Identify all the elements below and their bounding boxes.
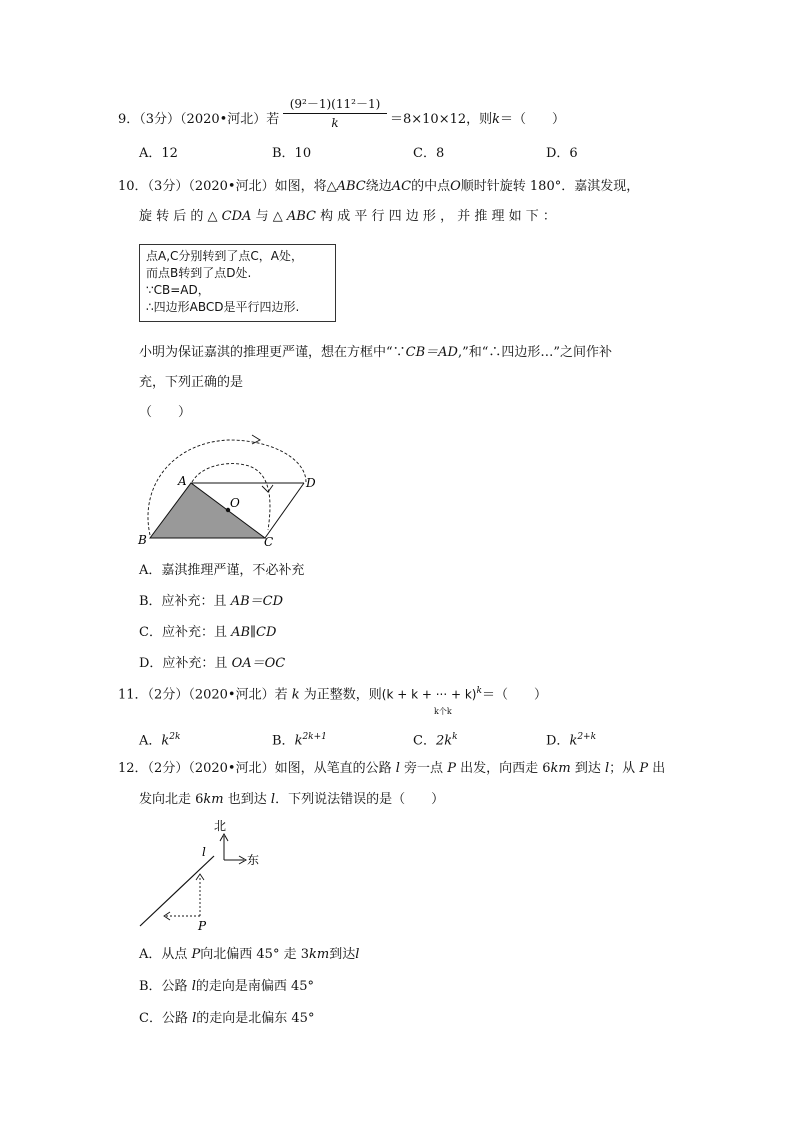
q11-var: k xyxy=(291,687,300,703)
q10-l1-a: 10．（3分）（2020•河北）如图，将△ xyxy=(118,179,337,194)
q12-opt-b-a: B．公路 xyxy=(139,979,192,994)
q10-l1-o: O xyxy=(450,179,461,194)
q10-t1-a: 小明为保证嘉淇的推理更严谨，想在方框中“∵ xyxy=(139,345,406,360)
q10-t1-eq: CB＝AD xyxy=(405,345,458,360)
q12-l1-a: 12．（2分）（2020•河北）如图，从笔直的公路 xyxy=(118,761,392,776)
q11-option-c xyxy=(413,728,458,750)
q12-opt-c-b: 的走向是北偏东 45° xyxy=(196,1011,315,1026)
q11-exp: k xyxy=(476,686,482,696)
q12-opt-a-v3: l xyxy=(355,947,360,962)
q10-option-c xyxy=(139,624,276,642)
q11-opt-c-base: 2k xyxy=(435,733,453,749)
q10-l2-abc: ABC xyxy=(286,209,316,224)
q12-l1-l: l xyxy=(395,761,400,776)
q9-var: k xyxy=(492,112,501,127)
q11-end: ＝（ ） xyxy=(481,687,547,703)
q11-opt-d-base: k xyxy=(569,733,578,749)
label-a: A xyxy=(178,474,187,488)
box-line-1: 点A,C分别转到了点C，A处， xyxy=(146,249,303,263)
q9-fraction xyxy=(283,97,387,130)
q12-l1-e: ；从 xyxy=(609,761,636,776)
q12-stem-line2 xyxy=(139,791,444,809)
q9-denominator: k xyxy=(331,116,339,130)
q10-l2-c: 构 成 平 行 四 边 形 ， 并 推 理 如 下 ： xyxy=(320,209,556,224)
q10-opt-c-math: AB∥CD xyxy=(231,625,277,640)
q12-opt-b-v1: l xyxy=(191,979,196,994)
q11-opt-c-exp: k xyxy=(452,732,458,742)
q12-stem-line1 xyxy=(118,760,665,778)
q11-opt-b-label: B． xyxy=(272,733,295,749)
q9-suffix-eq: ＝8×10×12，则 xyxy=(390,112,493,127)
q10-stem-line1 xyxy=(118,178,639,196)
label-p: P xyxy=(198,919,207,933)
q10-stem-line2 xyxy=(139,208,556,226)
reasoning-box xyxy=(139,244,336,322)
q12-l1-p: P xyxy=(447,761,456,776)
segment-dc xyxy=(265,483,304,538)
q10-opt-c-text: C．应补充：且 xyxy=(139,625,232,640)
q10-text-line1 xyxy=(139,344,612,362)
q11-opt-b-base: k xyxy=(294,733,303,749)
q12-opt-c-v1: l xyxy=(192,1011,197,1026)
label-c: C xyxy=(264,535,274,549)
q10-opt-d-math: OA＝OC xyxy=(231,656,286,671)
q11-expr: (k + k + ··· + k) xyxy=(381,687,477,702)
label-north: 北 xyxy=(214,819,227,833)
q10-opt-a-text: A．嘉淇推理严谨，不必补充 xyxy=(139,563,305,578)
q12-l1-km: km xyxy=(550,761,571,776)
q11-opt-b-exp: 2k+1 xyxy=(302,732,327,742)
q9-stem-end xyxy=(390,111,565,129)
q10-option-d xyxy=(139,655,285,673)
q10-l2-a: 旋 转 后 的 △ xyxy=(139,209,218,224)
label-l: l xyxy=(202,845,206,859)
q9-suffix-end: ＝（ ） xyxy=(500,112,566,127)
q9-option-c: C．8 xyxy=(413,146,445,161)
q11-option-d xyxy=(546,728,596,750)
q10-l1-b: 绕边 xyxy=(365,179,392,194)
q12-opt-a-v2: km xyxy=(309,947,330,962)
q10-answer-paren: （ ） xyxy=(139,405,192,420)
q12-l2-c: ．下列说法错误的是（ ） xyxy=(275,792,445,807)
q11-option-b xyxy=(272,728,327,750)
q10-text-line2: 充，下列正确的是 xyxy=(139,375,244,390)
q11-prefix: 11．（2分）（2020•河北）若 xyxy=(118,687,288,703)
q9-option-d: D．6 xyxy=(546,146,578,161)
q11-stem xyxy=(118,682,547,704)
triangle-abc-shaded xyxy=(150,483,265,538)
q12-opt-a-a: A．从点 xyxy=(139,947,192,962)
q10-opt-b-text: B．应补充：且 xyxy=(139,594,231,609)
q12-l2-l: l xyxy=(270,792,276,807)
q9-stem xyxy=(118,111,279,129)
q12-option-b xyxy=(139,978,314,996)
q9-prefix: 9．（3分）（2020•河北）若 xyxy=(118,112,280,127)
q12-opt-a-c: 到达 xyxy=(329,947,356,962)
label-east: 东 xyxy=(247,853,260,867)
q10-opt-b-math: AB＝CD xyxy=(230,594,283,609)
q12-opt-a-b: 向北偏西 45° 走 3 xyxy=(200,947,309,962)
q11-opt-d-exp: 2+k xyxy=(577,732,597,742)
q10-l1-abc: ABC xyxy=(336,179,366,194)
q10-l1-d: 顺时针旋转 180°．嘉淇发现， xyxy=(460,179,640,194)
q12-l2-b: 也到达 xyxy=(227,792,267,807)
q11-mid: 为正整数，则 xyxy=(303,687,382,703)
q10-l1-ac: AC xyxy=(391,179,412,194)
q10-option-a xyxy=(139,562,304,580)
q12-opt-a-v1: P xyxy=(191,947,201,962)
q9-fraction-bar xyxy=(283,113,387,114)
q9-numerator: (9²－1)(11²－1) xyxy=(289,97,381,111)
q12-opt-c-a: C．公路 xyxy=(139,1011,193,1026)
q9-option-b: B．10 xyxy=(272,146,312,161)
q12-l1-c: 出发，向西走 6 xyxy=(460,761,551,776)
q12-option-c xyxy=(139,1010,314,1028)
q11-option-a xyxy=(139,728,180,750)
box-line-3: ∵CB=AD， xyxy=(146,283,210,297)
box-line-4: ∴四边形ABCD是平行四边形. xyxy=(146,300,300,314)
q10-opt-d-text: D．应补充：且 xyxy=(139,656,232,671)
q11-opt-a-base: k xyxy=(161,733,170,749)
q11-opt-a-label: A． xyxy=(139,733,162,749)
q12-l2-km: km xyxy=(203,792,224,807)
parallelogram-figure xyxy=(134,430,334,550)
q12-l1-b: 旁一点 xyxy=(404,761,444,776)
q10-l2-cda: CDA xyxy=(221,209,252,224)
q10-l2-b: 与 △ xyxy=(255,209,283,224)
q12-opt-b-b: 的走向是南偏西 45° xyxy=(195,979,315,994)
road-direction-figure xyxy=(134,814,274,934)
q12-l1-l2: l xyxy=(605,761,610,776)
q10-t1-b: ,”和“∴四边形…”之间作补 xyxy=(457,345,613,360)
q12-option-a xyxy=(139,946,359,964)
q11-underbrace-label: k个k xyxy=(434,707,452,716)
q11-opt-d-label: D． xyxy=(546,733,570,749)
box-line-2: 而点B转到了点D处. xyxy=(146,266,252,280)
label-b: B xyxy=(138,533,147,547)
outer-arc-arrow xyxy=(252,435,260,444)
q11-opt-c-label: C． xyxy=(413,733,436,749)
q12-l1-p2: P xyxy=(639,761,649,776)
q12-l2-a: 发向北走 6 xyxy=(139,792,204,807)
q11-opt-a-exp: 2k xyxy=(169,732,181,742)
label-o: O xyxy=(230,496,240,510)
q9-option-a: A．12 xyxy=(139,146,178,161)
q12-l1-f: 出 xyxy=(652,761,666,776)
q10-option-b xyxy=(139,593,283,611)
q10-l1-c: 的中点 xyxy=(411,179,451,194)
label-d: D xyxy=(306,476,316,490)
road-l xyxy=(140,856,214,926)
q12-l1-d: 到达 xyxy=(574,761,601,776)
